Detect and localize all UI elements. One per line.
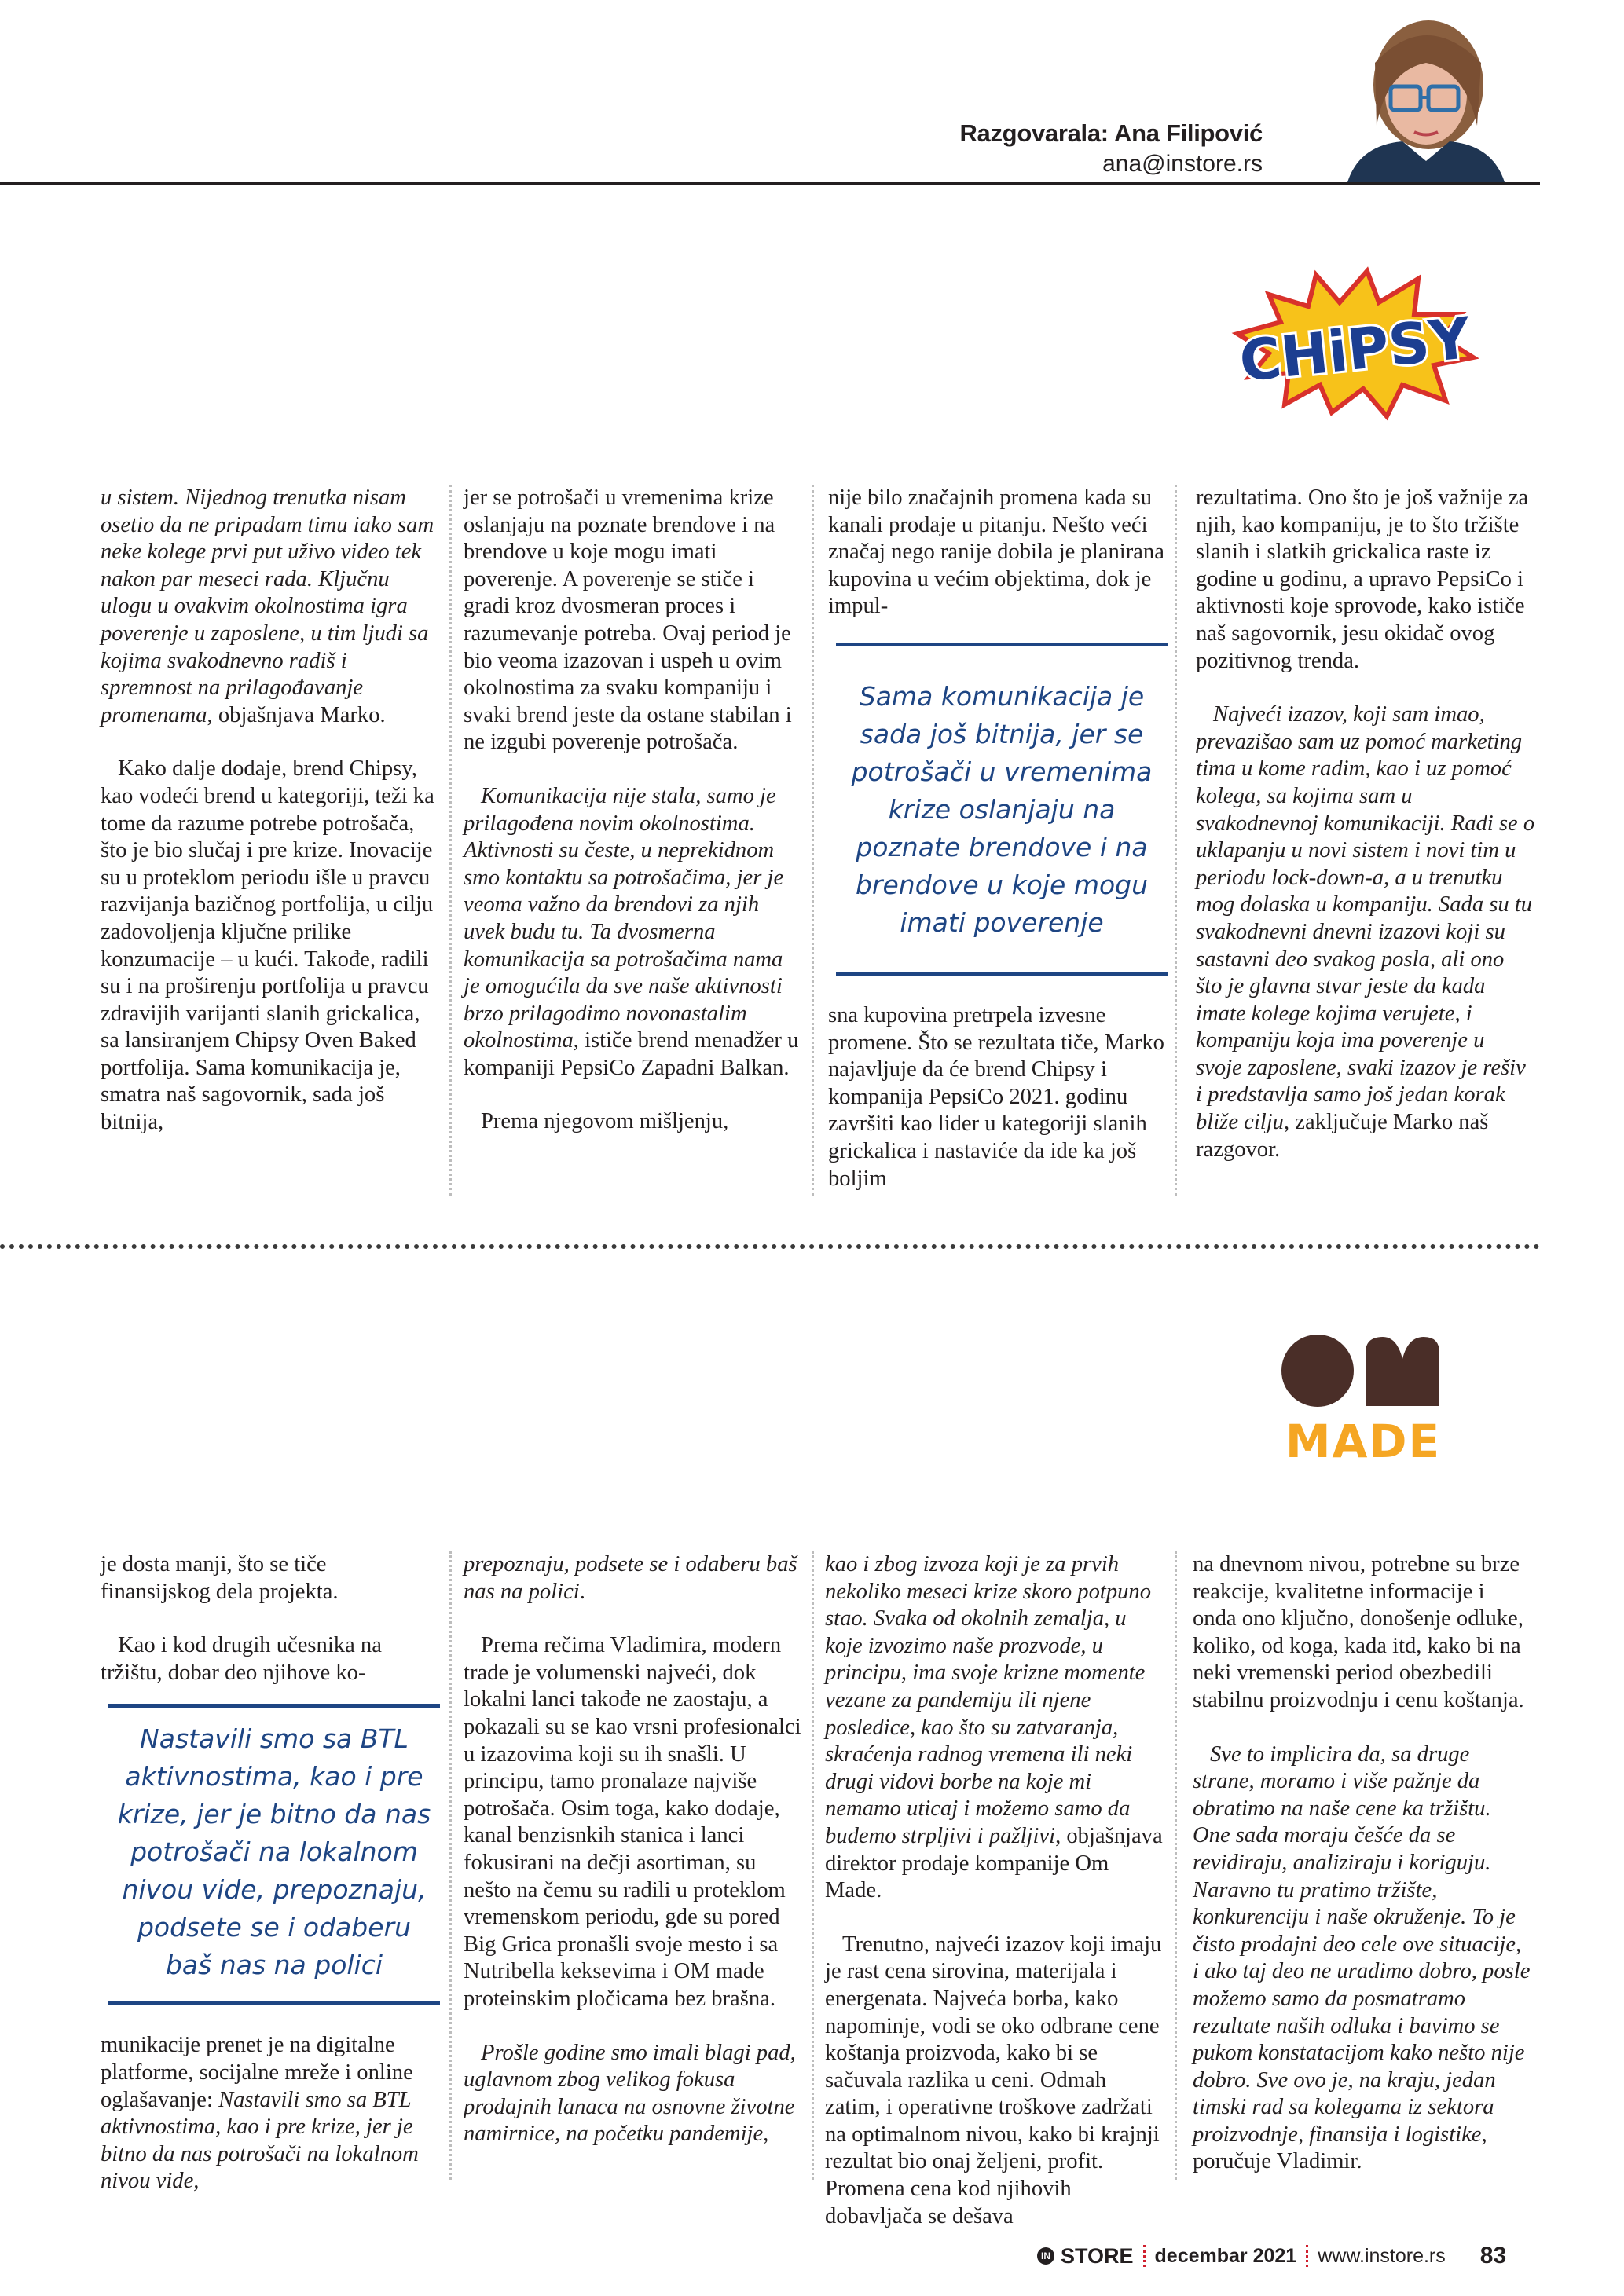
footer-separator (1143, 2245, 1146, 2267)
om-o-shape (1281, 1335, 1354, 1407)
instore-logo-icon: IN (1037, 2247, 1054, 2265)
top-column-3: nije bilo značajnih promena kada su kanali prodaje u pitanju. Nešto veći značaj nego ranije dobila je planirana kupovina u većim objektima, dok je impul- Sama komunikacija je sada još bitnija, jer se potrošači u vremenima krize oslanjaju na poznate brendove i na brendove u koje mogu imati poverenje sna kupovina pretrpela izvesne promene. Što se rezultata tiče, Marko najavljuje da će brend Chipsy i kompanija PepsiCo 2021. godinu završiti kao lider u kategoriji slanih grickalica i nastaviće da ide ka još boljim (828, 485, 1168, 1192)
header-rule (0, 182, 1540, 185)
footer-brand: STORE (1061, 2243, 1134, 2268)
top-column-2: jer se potrošači u vremenima krize oslanjaju na poznate brendove i na brendove u koje mogu imati poverenje. A poverenje se stiče i gradi kroz dvosmeran proces i razumevanje potreba. Ovaj period je bio veoma izazovan i uspeh u ovim okolnostima za svaku kompaniju i svaki brend jeste da ostane stabilan i ne izgubi poverenje potrošača. Komunikacija nije stala, samo je prilagođena novim okolnostima. Aktivnosti su česte, u neprekidnom smo kontaktu sa potrošačima, jer je veoma važno da brendovi za njih uvek budu tu. Ta dvosmerna komunikacija sa potrošačima nama je omogućila da sve naše aktivnosti brzo prilagodimo novonastalim okolnostima, ističe brend menadžer u kompaniji PepsiCo Zapadni Balkan. Prema njegovom mišljenju, (464, 485, 799, 1134)
column-divider (812, 1551, 814, 2180)
om-m-shape (1366, 1337, 1439, 1406)
bottom-column-4: na dnevnom nivou, potrebne su brze reakcije, kvalitetne informacije i onda ono ključno, donošenje odluke, koliko, od koga, kada itd, kako bi na neki vremenski period obezbedili stabilnu proizvodnju i cenu koštanja. Sve to implicira da, sa druge strane, moramo i više pažnje da obratimo na naše cene ka tržištu. One sada moraju češće da se revidiraju, analiziraju i koriguju. Naravno tu pratimo tržište, konkurenciju i naše okruženje. To je čisto prodajni deo cele ove situacije, i ako taj deo ne uradimo dobro, posle možemo samo da posmatramo rezultate naših odluka i bavimo se pukom konstatacijom kako nešto nije dobro. Sve ovo je, na kraju, jedan timski rad sa kolegama iz sektora proizvodnje, finansija i logistike, poručuje Vladimir. (1193, 1552, 1531, 2174)
footer-date: decembar 2021 (1154, 2244, 1297, 2267)
author-email: ana@instore.rs (1102, 151, 1263, 177)
top-column-1: u sistem. Nijednog trenutka nisam osetio da ne pripadam timu iako sam neke kolege prvi put uživo video tek nakon par meseci rada. Ključnu ulogu u ovakvim okolnostima igra poverenje u zaposlene, u tim ljudi sa kojima svakodnevno radiš i spremnost na prilagođavanje promenama, objašnjava Marko. Kako dalje dodaje, brend Chipsy, kao vodeći brend u kategoriji, teži ka tome da razume potrebe potrošača, što je bio slučaj i pre krize. Inovacije su u proteklom periodu išle u pravcu razvijanja bazičnog portfolija, u cilju zadovoljenja ključne prilike konzumacije – u kući. Takođe, radili su i na proširenju portfolija u pravcu zdravijih varijanti slanih grickalica, sa lansiranjem Chipsy Oven Baked portfolija. Sama komunikacija je, smatra naš sagovornik, sada još bitnija, (101, 485, 434, 1135)
bottom-column-2: prepoznaju, podsete se i odaberu baš nas na polici. Prema rečima Vladimira, modern trade je volumenski najveći, dok lokalni lanci takođe ne zaostaju, a pokazali su se kao vrsni profesionalci u izazovima koji su ih snašli. U principu, tamo pronalaze najviše potrošača. Osim toga, kako dodaje, kanal benzisnkih stanica i lanci fokusirani na dečji asortiman, su nešto na čemu su radili u proteklom vremenskom periodu, gde su pored Big Grica pronašli svoje mesto i sa Nutribella keksevima i OM made proteinskim pločicama bez brašna. Prošle godine smo imali blagi pad, uglavnom zbog velikog fokusa prodajnih lanaca na osnovne životne namirnice, na početku pandemije, (464, 1552, 801, 2147)
column-divider (812, 485, 814, 1196)
column-divider (1175, 1551, 1177, 2180)
column-divider (449, 485, 452, 1196)
footer-separator (1306, 2245, 1308, 2267)
pull-quote: Nastavili smo sa BTL aktivnostima, kao i pre krize, jer je bitno da nas potrošači na lokalnom nivou vide, prepoznaju, podsete se i odaberu baš nas na polici (108, 1704, 440, 2005)
top-column-4: rezultatima. Ono što je još važnije za njih, kao kompaniju, je to što tržište slanih i slatkih grickalica raste iz godine u godinu, a upravo PepsiCo i aktivnosti koje sprovode, kako ističe naš sagovornik, jesu okidač ovog pozitivnog trenda. Najveći izazov, koji sam imao, prevazišao sam uz pomoć marketing tima u kome radim, kao i uz pomoć kolega, sa kojima sam u svakodnevnoj komunikaciji. Radi se o uklapanju u novi sistem i novi tim u periodu lock-down-a, a u trenutku mog dolaska u kompaniju. Sada su tu svakodnevni dnevni izazovi koji su sastavni deo svakog posla, ali ono što je glavna stvar jeste da kada imate kolege kojima verujete, i kompaniju koja ima poverenje u svoje zaposlene, svaki izazov je rešiv i predstavlja samo još jedan korak bliže cilju, zaključuje Marko naš razgovor. (1196, 485, 1535, 1162)
footer-url[interactable]: www.instore.rs (1318, 2244, 1446, 2267)
page-footer (1037, 2243, 1506, 2269)
section-divider (0, 1244, 1540, 1249)
column-divider (1175, 485, 1177, 1196)
chipsy-wordmark: CHiPSY (1236, 304, 1474, 395)
chipsy-logo (1222, 259, 1489, 424)
made-wordmark: MADE (1285, 1415, 1442, 1461)
byline (959, 119, 1263, 178)
column-divider (449, 1551, 452, 2180)
author-name: Razgovarala: Ana Filipović (959, 119, 1263, 147)
om-made-logo (1273, 1327, 1454, 1461)
bottom-column-3: kao i zbog izvoza koji je za prvih nekoliko meseci krize skoro potpuno stao. Svaka od okolnih zemalja, u koje izvozimo naše prozvode, u principu, ima svoje krizne momente vezane za pandemiju ili njene posledice, kao što su zatvaranja, skraćenja radnog vremena ili neki drugi vidovi borbe na koje mi nemamo uticaj i možemo samo da budemo strpljivi i pažljivi, objašnjava direktor prodaje kompanije Om Made. Trenutno, najveći izazov koji imaju je rast cena sirovina, materijala i energenata. Najveća borba, kako napominje, vodi se oko odbrane cene koštanja proizvoda, kako bi se sačuvala razlika u ceni. Odmah zatim, i operativne troškove zadržati na optimalnom nivou, kako bi krajnji rezultat bio onaj željeni, profit. Promena cena kod njihovih dobavljača se dešava (825, 1552, 1163, 2228)
author-portrait (1328, 16, 1524, 182)
page-number: 83 (1479, 2243, 1507, 2269)
pull-quote: Sama komunikacija je sada još bitnija, jer se potrošači u vremenima krize oslanjaju na poznate brendove i na brendove u koje mogu imati poverenje (836, 643, 1168, 976)
bottom-column-1: je dosta manji, što se tiče finansijskog dela projekta. Kao i kod drugih učesnika na tržištu, dobar deo njihove ko- Nastavili smo sa BTL aktivnostima, kao i pre krize, jer je bitno da nas potrošači na lokalnom nivou vide, prepoznaju, podsete se i odaberu baš nas na polici munikacije prenet je na digitalne platforme, socijalne mreže i online oglašavanje: Nastavili smo sa BTL aktivnostima, kao i pre krize, jer je bitno da nas potrošači na lokalnom nivou vide, (101, 1551, 440, 2195)
